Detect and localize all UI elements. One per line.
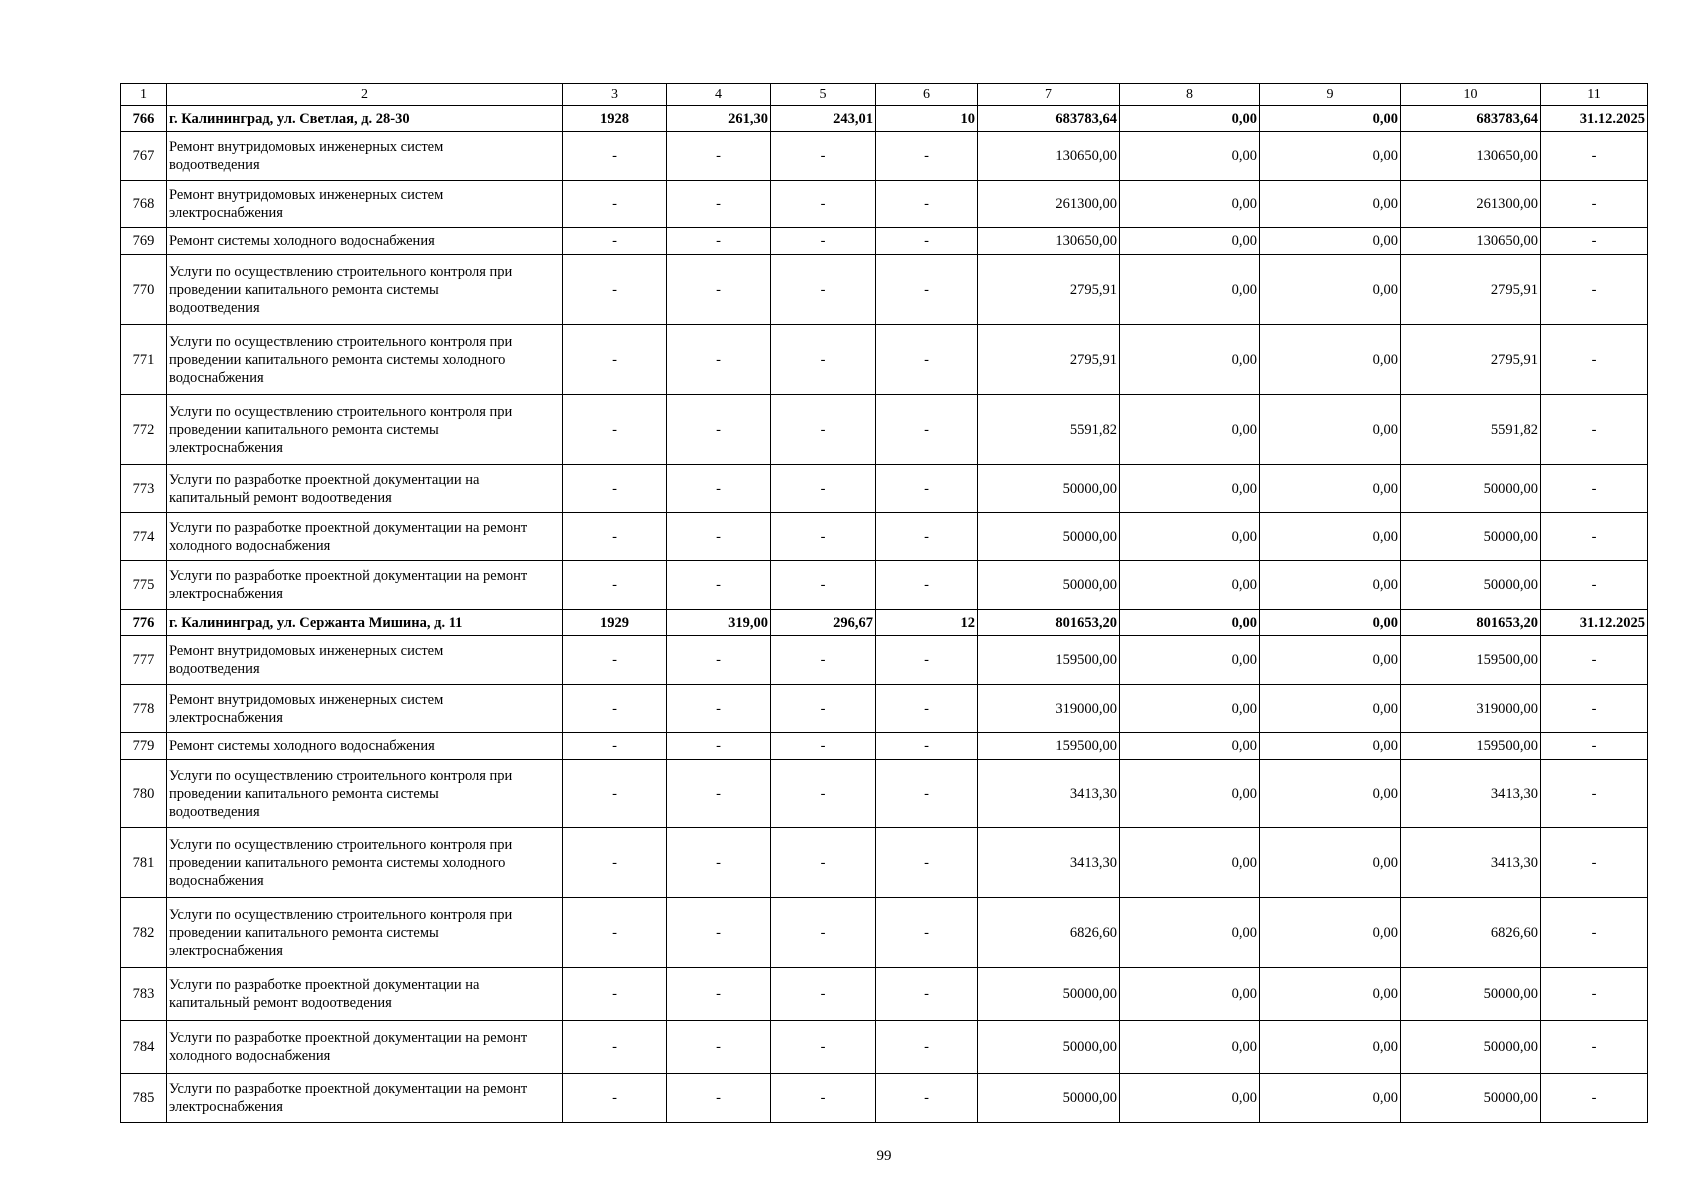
col-4-cell: - [667, 760, 771, 828]
col-4-cell: - [667, 132, 771, 181]
column-header-5: 5 [771, 84, 876, 106]
col-9-cell: 0,00 [1260, 685, 1401, 733]
col-4-cell: - [667, 255, 771, 325]
col-6-cell: - [876, 255, 978, 325]
col-3-cell: - [563, 228, 667, 255]
column-number-row [121, 84, 1648, 106]
col-3-cell: 1928 [563, 106, 667, 132]
work-row [121, 898, 1648, 968]
col-8-cell: 0,00 [1120, 610, 1260, 636]
col-10-cell: 50000,00 [1401, 1074, 1541, 1123]
column-header-11: 11 [1541, 84, 1648, 106]
col-6-cell: 12 [876, 610, 978, 636]
work-row [121, 132, 1648, 181]
row-number-cell: 768 [121, 181, 167, 228]
col-11-cell: - [1541, 636, 1648, 685]
col-5-cell: - [771, 733, 876, 760]
col-6-cell: - [876, 760, 978, 828]
row-number-cell: 779 [121, 733, 167, 760]
col-4-cell: - [667, 685, 771, 733]
data-table [120, 83, 1648, 1123]
col-8-cell: 0,00 [1120, 760, 1260, 828]
col-10-cell: 50000,00 [1401, 968, 1541, 1021]
col-8-cell: 0,00 [1120, 733, 1260, 760]
col-5-cell: - [771, 132, 876, 181]
description-cell: Ремонт системы холодного водоснабжения [167, 228, 563, 255]
description-cell: Ремонт внутридомовых инженерных систем электроснабжения [167, 685, 563, 733]
col-4-cell: - [667, 636, 771, 685]
col-6-cell: - [876, 968, 978, 1021]
description-cell: Услуги по разработке проектной документации на ремонт холодного водоснабжения [167, 513, 563, 561]
col-10-cell: 5591,82 [1401, 395, 1541, 465]
description-cell: Услуги по разработке проектной документации на капитальный ремонт водоотведения [167, 968, 563, 1021]
col-7-cell: 6826,60 [978, 898, 1120, 968]
col-11-cell: - [1541, 228, 1648, 255]
col-11-cell: 31.12.2025 [1541, 106, 1648, 132]
col-9-cell: 0,00 [1260, 968, 1401, 1021]
description-cell: Ремонт внутридомовых инженерных систем электроснабжения [167, 181, 563, 228]
description-cell: г. Калининград, ул. Сержанта Мишина, д. 11 [167, 610, 563, 636]
col-3-cell: - [563, 733, 667, 760]
col-10-cell: 50000,00 [1401, 561, 1541, 610]
col-8-cell: 0,00 [1120, 1074, 1260, 1123]
col-7-cell: 50000,00 [978, 968, 1120, 1021]
column-header-4: 4 [667, 84, 771, 106]
col-3-cell: - [563, 898, 667, 968]
work-row [121, 561, 1648, 610]
col-10-cell: 50000,00 [1401, 1021, 1541, 1074]
col-5-cell: - [771, 685, 876, 733]
col-3-cell: - [563, 181, 667, 228]
col-4-cell: - [667, 181, 771, 228]
column-header-9: 9 [1260, 84, 1401, 106]
col-11-cell: - [1541, 255, 1648, 325]
table-body [121, 106, 1648, 1123]
col-11-cell: - [1541, 465, 1648, 513]
col-4-cell: - [667, 1021, 771, 1074]
col-11-cell: - [1541, 561, 1648, 610]
col-10-cell: 683783,64 [1401, 106, 1541, 132]
col-5-cell: - [771, 395, 876, 465]
col-6-cell: - [876, 513, 978, 561]
col-7-cell: 5591,82 [978, 395, 1120, 465]
col-8-cell: 0,00 [1120, 828, 1260, 898]
col-8-cell: 0,00 [1120, 561, 1260, 610]
description-cell: г. Калининград, ул. Светлая, д. 28-30 [167, 106, 563, 132]
col-8-cell: 0,00 [1120, 513, 1260, 561]
col-10-cell: 3413,30 [1401, 760, 1541, 828]
col-11-cell: - [1541, 325, 1648, 395]
col-11-cell: - [1541, 685, 1648, 733]
col-4-cell: - [667, 325, 771, 395]
description-cell: Ремонт внутридомовых инженерных систем водоотведения [167, 132, 563, 181]
work-row [121, 968, 1648, 1021]
col-5-cell: 243,01 [771, 106, 876, 132]
work-row [121, 760, 1648, 828]
col-3-cell: - [563, 968, 667, 1021]
col-5-cell: - [771, 760, 876, 828]
col-5-cell: - [771, 1021, 876, 1074]
col-7-cell: 130650,00 [978, 132, 1120, 181]
col-10-cell: 50000,00 [1401, 465, 1541, 513]
col-8-cell: 0,00 [1120, 685, 1260, 733]
row-number-cell: 771 [121, 325, 167, 395]
col-9-cell: 0,00 [1260, 106, 1401, 132]
row-number-cell: 785 [121, 1074, 167, 1123]
col-11-cell: - [1541, 1074, 1648, 1123]
row-number-cell: 777 [121, 636, 167, 685]
col-6-cell: - [876, 325, 978, 395]
col-10-cell: 130650,00 [1401, 132, 1541, 181]
col-5-cell: - [771, 898, 876, 968]
work-row [121, 685, 1648, 733]
col-11-cell: 31.12.2025 [1541, 610, 1648, 636]
col-9-cell: 0,00 [1260, 636, 1401, 685]
description-cell: Услуги по разработке проектной документации на капитальный ремонт водоотведения [167, 465, 563, 513]
col-5-cell: - [771, 181, 876, 228]
col-3-cell: - [563, 132, 667, 181]
col-8-cell: 0,00 [1120, 325, 1260, 395]
col-10-cell: 159500,00 [1401, 636, 1541, 685]
col-8-cell: 0,00 [1120, 968, 1260, 1021]
col-7-cell: 3413,30 [978, 828, 1120, 898]
row-number-cell: 770 [121, 255, 167, 325]
row-number-cell: 784 [121, 1021, 167, 1074]
col-7-cell: 3413,30 [978, 760, 1120, 828]
row-number-cell: 780 [121, 760, 167, 828]
table-header [121, 84, 1648, 106]
work-row [121, 733, 1648, 760]
col-6-cell: - [876, 636, 978, 685]
col-8-cell: 0,00 [1120, 181, 1260, 228]
col-7-cell: 50000,00 [978, 465, 1120, 513]
col-6-cell: - [876, 181, 978, 228]
col-7-cell: 261300,00 [978, 181, 1120, 228]
col-11-cell: - [1541, 181, 1648, 228]
col-4-cell: 261,30 [667, 106, 771, 132]
col-11-cell: - [1541, 395, 1648, 465]
col-7-cell: 2795,91 [978, 325, 1120, 395]
col-6-cell: - [876, 465, 978, 513]
col-10-cell: 130650,00 [1401, 228, 1541, 255]
row-number-cell: 778 [121, 685, 167, 733]
col-5-cell: 296,67 [771, 610, 876, 636]
col-8-cell: 0,00 [1120, 465, 1260, 513]
col-11-cell: - [1541, 898, 1648, 968]
col-4-cell: - [667, 228, 771, 255]
work-row [121, 181, 1648, 228]
col-3-cell: - [563, 685, 667, 733]
col-9-cell: 0,00 [1260, 255, 1401, 325]
col-9-cell: 0,00 [1260, 228, 1401, 255]
col-3-cell: - [563, 465, 667, 513]
col-5-cell: - [771, 325, 876, 395]
col-5-cell: - [771, 828, 876, 898]
row-number-cell: 781 [121, 828, 167, 898]
col-4-cell: - [667, 968, 771, 1021]
col-5-cell: - [771, 636, 876, 685]
col-7-cell: 159500,00 [978, 636, 1120, 685]
row-number-cell: 774 [121, 513, 167, 561]
col-10-cell: 159500,00 [1401, 733, 1541, 760]
work-row [121, 395, 1648, 465]
page-number: 99 [876, 1148, 892, 1164]
col-7-cell: 159500,00 [978, 733, 1120, 760]
row-number-cell: 772 [121, 395, 167, 465]
col-4-cell: - [667, 1074, 771, 1123]
col-7-cell: 50000,00 [978, 513, 1120, 561]
row-number-cell: 783 [121, 968, 167, 1021]
description-cell: Услуги по разработке проектной документации на ремонт электроснабжения [167, 1074, 563, 1123]
col-7-cell: 319000,00 [978, 685, 1120, 733]
work-row [121, 228, 1648, 255]
col-9-cell: 0,00 [1260, 898, 1401, 968]
col-9-cell: 0,00 [1260, 733, 1401, 760]
col-10-cell: 319000,00 [1401, 685, 1541, 733]
description-cell: Услуги по осуществлению строительного контроля при проведении капитального ремонта системы электроснабжения [167, 898, 563, 968]
col-3-cell: - [563, 395, 667, 465]
col-5-cell: - [771, 968, 876, 1021]
col-4-cell: - [667, 465, 771, 513]
col-10-cell: 2795,91 [1401, 325, 1541, 395]
column-header-8: 8 [1120, 84, 1260, 106]
description-cell: Услуги по осуществлению строительного контроля при проведении капитального ремонта системы электроснабжения [167, 395, 563, 465]
col-8-cell: 0,00 [1120, 255, 1260, 325]
col-9-cell: 0,00 [1260, 132, 1401, 181]
address-row [121, 610, 1648, 636]
col-6-cell: 10 [876, 106, 978, 132]
col-6-cell: - [876, 132, 978, 181]
column-header-1: 1 [121, 84, 167, 106]
col-6-cell: - [876, 685, 978, 733]
col-6-cell: - [876, 733, 978, 760]
col-9-cell: 0,00 [1260, 1074, 1401, 1123]
col-6-cell: - [876, 228, 978, 255]
col-11-cell: - [1541, 513, 1648, 561]
col-10-cell: 261300,00 [1401, 181, 1541, 228]
col-11-cell: - [1541, 733, 1648, 760]
address-row [121, 106, 1648, 132]
work-row [121, 325, 1648, 395]
col-11-cell: - [1541, 968, 1648, 1021]
col-8-cell: 0,00 [1120, 228, 1260, 255]
description-cell: Услуги по разработке проектной документации на ремонт холодного водоснабжения [167, 1021, 563, 1074]
col-6-cell: - [876, 1021, 978, 1074]
col-5-cell: - [771, 465, 876, 513]
col-4-cell: - [667, 733, 771, 760]
row-number-cell: 775 [121, 561, 167, 610]
row-number-cell: 767 [121, 132, 167, 181]
description-cell: Услуги по осуществлению строительного контроля при проведении капитального ремонта системы водоотведения [167, 760, 563, 828]
col-9-cell: 0,00 [1260, 325, 1401, 395]
col-3-cell: - [563, 760, 667, 828]
col-5-cell: - [771, 1074, 876, 1123]
col-3-cell: - [563, 325, 667, 395]
col-4-cell: - [667, 561, 771, 610]
col-10-cell: 801653,20 [1401, 610, 1541, 636]
col-9-cell: 0,00 [1260, 465, 1401, 513]
col-4-cell: - [667, 395, 771, 465]
col-7-cell: 50000,00 [978, 1021, 1120, 1074]
description-cell: Услуги по разработке проектной документации на ремонт электроснабжения [167, 561, 563, 610]
col-5-cell: - [771, 228, 876, 255]
col-9-cell: 0,00 [1260, 561, 1401, 610]
row-number-cell: 773 [121, 465, 167, 513]
col-8-cell: 0,00 [1120, 1021, 1260, 1074]
col-3-cell: 1929 [563, 610, 667, 636]
col-4-cell: - [667, 828, 771, 898]
column-header-6: 6 [876, 84, 978, 106]
col-3-cell: - [563, 255, 667, 325]
col-8-cell: 0,00 [1120, 132, 1260, 181]
column-header-10: 10 [1401, 84, 1541, 106]
col-7-cell: 50000,00 [978, 1074, 1120, 1123]
col-6-cell: - [876, 395, 978, 465]
col-8-cell: 0,00 [1120, 636, 1260, 685]
row-number-cell: 782 [121, 898, 167, 968]
row-number-cell: 766 [121, 106, 167, 132]
col-4-cell: - [667, 513, 771, 561]
description-cell: Ремонт системы холодного водоснабжения [167, 733, 563, 760]
col-7-cell: 50000,00 [978, 561, 1120, 610]
column-header-7: 7 [978, 84, 1120, 106]
col-11-cell: - [1541, 1021, 1648, 1074]
col-11-cell: - [1541, 760, 1648, 828]
col-3-cell: - [563, 513, 667, 561]
col-7-cell: 801653,20 [978, 610, 1120, 636]
col-3-cell: - [563, 636, 667, 685]
col-9-cell: 0,00 [1260, 760, 1401, 828]
work-row [121, 1074, 1648, 1123]
column-header-3: 3 [563, 84, 667, 106]
row-number-cell: 776 [121, 610, 167, 636]
col-5-cell: - [771, 255, 876, 325]
col-6-cell: - [876, 898, 978, 968]
col-9-cell: 0,00 [1260, 828, 1401, 898]
work-row [121, 255, 1648, 325]
col-8-cell: 0,00 [1120, 106, 1260, 132]
col-9-cell: 0,00 [1260, 395, 1401, 465]
row-number-cell: 769 [121, 228, 167, 255]
work-row [121, 1021, 1648, 1074]
work-row [121, 828, 1648, 898]
description-cell: Услуги по осуществлению строительного контроля при проведении капитального ремонта системы водоотведения [167, 255, 563, 325]
col-6-cell: - [876, 828, 978, 898]
work-row [121, 465, 1648, 513]
col-9-cell: 0,00 [1260, 1021, 1401, 1074]
col-10-cell: 3413,30 [1401, 828, 1541, 898]
col-10-cell: 50000,00 [1401, 513, 1541, 561]
col-5-cell: - [771, 561, 876, 610]
description-cell: Услуги по осуществлению строительного контроля при проведении капитального ремонта системы холодного водоснабжения [167, 828, 563, 898]
col-11-cell: - [1541, 828, 1648, 898]
column-header-2: 2 [167, 84, 563, 106]
col-3-cell: - [563, 1021, 667, 1074]
col-9-cell: 0,00 [1260, 610, 1401, 636]
col-5-cell: - [771, 513, 876, 561]
col-8-cell: 0,00 [1120, 898, 1260, 968]
col-11-cell: - [1541, 132, 1648, 181]
col-6-cell: - [876, 561, 978, 610]
col-3-cell: - [563, 1074, 667, 1123]
description-cell: Услуги по осуществлению строительного контроля при проведении капитального ремонта системы холодного водоснабжения [167, 325, 563, 395]
col-7-cell: 683783,64 [978, 106, 1120, 132]
col-4-cell: 319,00 [667, 610, 771, 636]
col-7-cell: 130650,00 [978, 228, 1120, 255]
col-9-cell: 0,00 [1260, 181, 1401, 228]
col-3-cell: - [563, 828, 667, 898]
col-7-cell: 2795,91 [978, 255, 1120, 325]
work-row [121, 513, 1648, 561]
col-9-cell: 0,00 [1260, 513, 1401, 561]
col-6-cell: - [876, 1074, 978, 1123]
col-10-cell: 6826,60 [1401, 898, 1541, 968]
col-8-cell: 0,00 [1120, 395, 1260, 465]
col-4-cell: - [667, 898, 771, 968]
description-cell: Ремонт внутридомовых инженерных систем водоотведения [167, 636, 563, 685]
work-row [121, 636, 1648, 685]
col-10-cell: 2795,91 [1401, 255, 1541, 325]
col-3-cell: - [563, 561, 667, 610]
